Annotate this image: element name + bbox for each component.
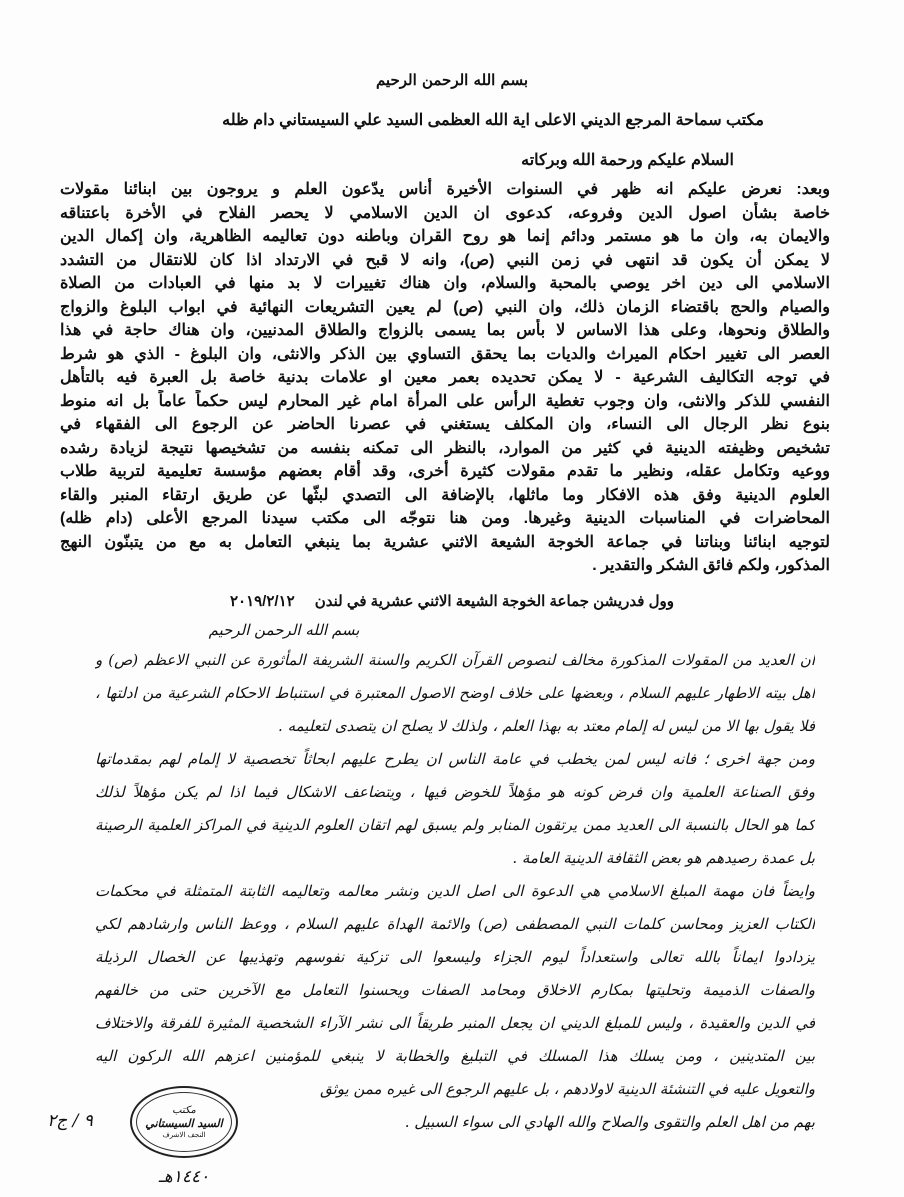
letter-body-line: بنوع نظر الرجال الى النساء، وان المكلف يستغني في عصرنا الحاضر عن الرجوع الى الفقهاء في: [60, 416, 830, 433]
reply-line: والتعويل عليه في التنشئة الدينية لاولادهم ، بل عليهم الرجوع الى غيره ممن يوثق: [320, 1080, 815, 1098]
letter-body-line: والايمان به، وان ما هو مستمر ودائم إنما هو روح القران وباطنه دون تعاليمه الظاهرية، وان إكمال الدين: [60, 228, 830, 245]
letter-body-line: والصيام والحج باقتضاء الزمان ذلك، وان النبي (ص) لم يعين التشريعات النهائية في ابواب البلوغ والزواج: [60, 298, 830, 316]
reply-line: والصفات الذميمة وتحليتها بمكارم الاخلاق ومحامد الصفات ويحسنوا التعامل مع الآخرين حتى من خالفهم: [95, 981, 815, 999]
letter-greeting: السلام عليكم ورحمة الله وبركاته: [521, 152, 734, 169]
letter-basmala: بسم الله الرحمن الرحيم: [375, 71, 529, 89]
letter-date: ٢٠١٩/٢/١٢: [229, 593, 295, 610]
letter-body-line: لا يمكن أن يكون قد انتهى في زمن النبي (ص)، وانه لا قبح في الارتداد اذا كان للانتقال من التشدد: [60, 251, 830, 269]
reply-line: بين المتدينين ، ومن يسلك هذا المسلك في التبليغ والخطابة لا ينبغي للمؤمنين اعزهم الله الركون اليه: [95, 1047, 815, 1065]
letter-body-line: الاسلامي الى دين اخر يوصي بالمحبة والسلام، وان هناك تغييرات لا بد منها في العبادات من الصلاة: [60, 275, 830, 292]
reply-line: يزدادوا ايماناً بالله تعالى واستعداداً ليوم الجزاء وليسعوا الى تزكية نفوسهم وتهذيبها عن الخصال الرذيلة: [95, 948, 815, 966]
reply-line: فلا يقول بها الا من ليس له إلمام معتد به بهذا العلم ، ولذلك لا يصلح ان يتصدى لتعليمه .: [278, 717, 815, 735]
letter-body-line: والطلاق ونحوها، وعلى هذا الاساس لا بأس بما يسمى بالزواج والطلاق المدنيين، وان هناك حاجة في هذا: [60, 322, 830, 339]
letter-signature-row: [229, 590, 674, 614]
reply-date-year: ١٤٤٠هـ: [158, 1167, 210, 1187]
letter-signature: وول فدريشن جماعة الخوجة الشيعة الاثني عشرية في لندن: [314, 593, 674, 610]
reply-line: وايضاً فان مهمة المبلغ الاسلامي هي الدعوة الى اصل الدين ونشر معالمه وتعاليمه الثابتة المتمثلة في محكمات: [95, 882, 815, 900]
letter-body-line: خاصة بشأن اصول الدين وفروعه، كدعوى ان الدين الاسلامي لا يحصر الفلاح في الأخرة باعتناقه: [60, 204, 830, 222]
reply-line: بل عمدة رصيدهم هو بعض الثقافة الدينية العامة .: [512, 849, 815, 867]
seal-line-3: النجف الاشرف: [162, 1130, 206, 1139]
reply-line: الكتاب العزيز ومحاسن كلمات النبي المصطفى (ص) والائمة الهداة عليهم السلام ، ووعظ الناس وارشادهم لكي: [95, 915, 815, 933]
reply-line: وفق الصناعة العلمية وان فرض كونه هو مؤهلاً للخوض فيها ، ويتضاعف الاشكال فيما اذا لم يكن مؤهلاً لذلك: [95, 783, 815, 801]
seal-line-2: السيد السيستاني: [145, 1116, 223, 1130]
letter-body-line: تشخيص وظيفته الدينية في كثير من الموارد، بالنظر الى تمكنه بنفسه من تشخيصها نتيجة لزيادة رشده: [60, 439, 830, 457]
letter-body-line: وبعد: نعرض عليكم انه ظهر في السنوات الأخيرة أناس يدّعون العلم و يروجون بين ابنائنا مقولات: [60, 181, 830, 198]
letter-body-line: النفسي للذكر والانثى، وان وجوب تغطية الرأس على المرأة امام غير المحارم ليس حكماً عاماً بل انه منوط: [60, 392, 830, 410]
letter-body-line: لتوجيه ابنائنا وبناتنا في جماعة الخوجة الشيعة الاثني عشرية بما ينبغي التعامل به مع من يتبنّون النهج: [60, 533, 830, 551]
letter-body-line: ووعيه وتكامل عقله، ونظير ما تقدم مقولات كثيرة أخرى، وقد أقام بعضهم مؤسسة تعليمية لتربية طلاب: [60, 463, 830, 480]
reply-line: ان العديد من المقولات المذكورة مخالف لنصوص القرآن الكريم والسنة الشريفة المأثورة عن النبي الاعظم (ص) و: [95, 651, 815, 669]
reply-basmala: بسم الله الرحمن الرحيم: [208, 621, 360, 639]
reply-line: في الدين والعقيدة ، وليس للمبلغ الديني ان يجعل المنبر طريقاً الى نشر الآراء الشخصية المثيرة للفرقة والاختلاف: [95, 1014, 815, 1032]
reply-line: بهم من اهل العلم والتقوى والصلاح والله الهادي الى سواء السبيل .: [404, 1113, 815, 1131]
letter-body: [60, 178, 830, 578]
letter-body-line: العصر الى تغيير احكام الميراث والديات بما يحقق التساوي بين الذكر والانثى، وان البلوغ - الذي هو شرط: [60, 345, 830, 363]
handwritten-reply: [95, 644, 815, 1139]
letter-body-line: في توجه التكاليف الشرعية - لا يمكن تحديده بعمر معين او علامات بدنية خاصة بل العبرة فيه بالتأهل: [60, 369, 830, 386]
letter-addressee: مكتب سماحة المرجع الديني الاعلى اية الله العظمى السيد علي السيستاني دام ظله: [222, 112, 764, 129]
seal-line-1: مكتب: [172, 1104, 196, 1116]
letter-body-line: المذكور، ولكم فائق الشكر والتقدير .: [592, 557, 830, 574]
reply-line: ومن جهة اخرى ؛ فانه ليس لمن يخطب في عامة الناس ان يطرح عليهم ابحاثاً تخصصية لا إلمام لهم بمقدماتها: [95, 750, 815, 768]
reply-line: كما هو الحال بالنسبة الى العديد ممن يرتقون المنابر ولم يسبق لهم اتقان العلوم الدينية في المراكز العلمية الرصينة: [95, 816, 815, 834]
office-seal-stamp: [130, 1086, 238, 1158]
reply-line: اهل بيته الاطهار عليهم السلام ، وبعضها على خلاف اوضح الاصول المعتبرة في استنباط الاحكام الشرعية من ادلتها ،: [95, 684, 815, 702]
letter-body-line: المحاضرات في المناسبات الدينية وغيرها. ومن هنا نتوجّه الى مكتب سيدنا المرجع الأعلى (دام ظله): [60, 510, 830, 527]
letter-body-line: العلوم الدينية وفق هذه الافكار وما ماثلها، بالإضافة الى التصدي لبثّها عن طريق ارتقاء المنبر والقاء: [60, 486, 830, 504]
reply-date-day-month: ٩ / ج٢: [47, 1111, 93, 1131]
